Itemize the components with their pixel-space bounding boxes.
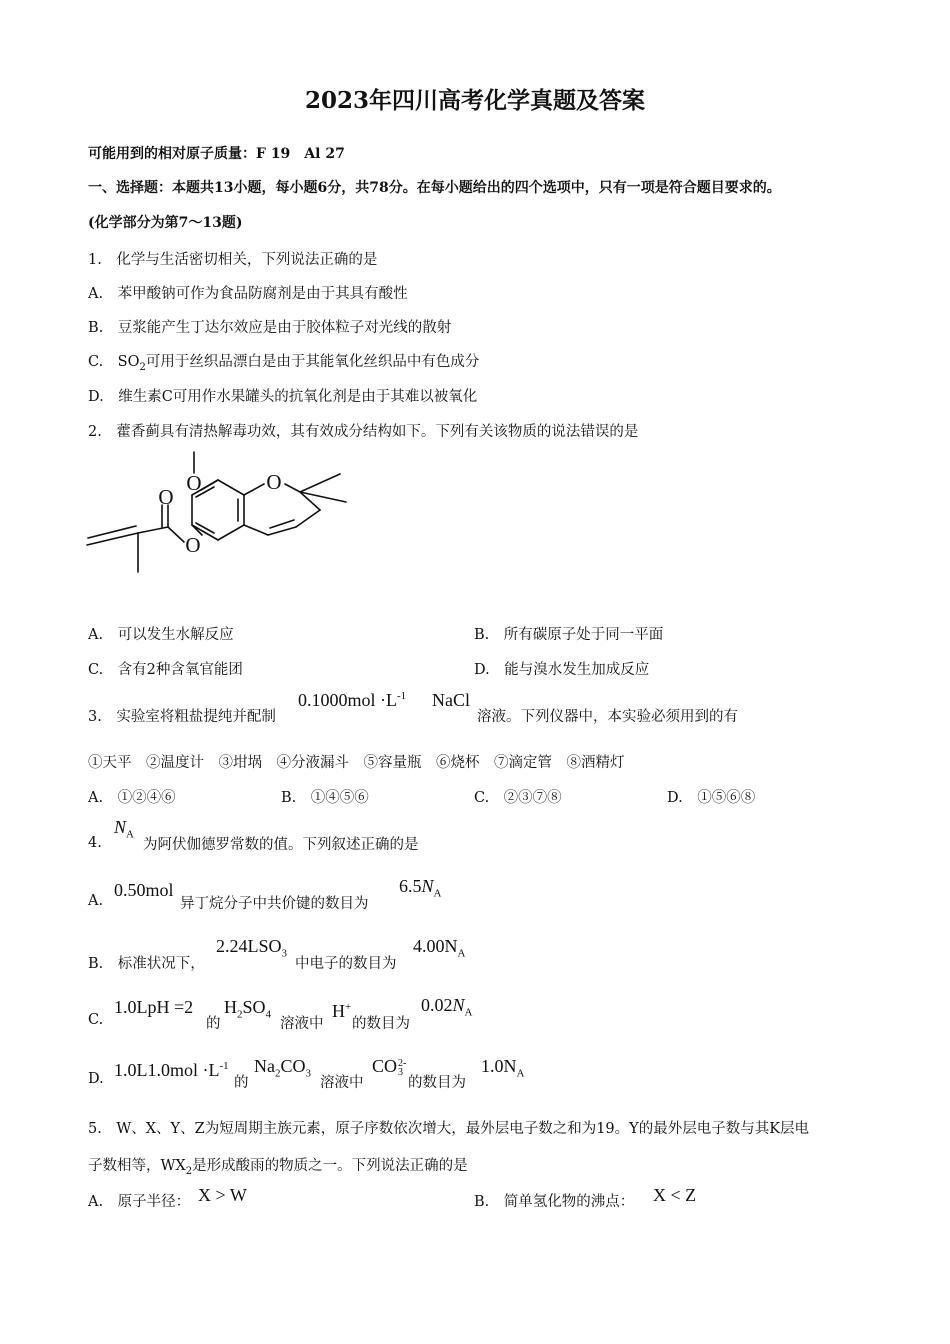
- q3-stem-pre: 3. 实验室将粗盐提纯并配制: [88, 709, 276, 725]
- atom-o-methoxy: O: [186, 471, 202, 495]
- q3-option-c: C. ②③⑦⑧: [474, 790, 562, 806]
- q4-d-volume: $1.0L1.0mol \cdot L^{-1}$: [114, 1060, 229, 1080]
- q3-instruments: ①天平 ②温度计 ③坩埚 ④分液漏斗 ⑤容量瓶 ⑥烧杯 ⑦滴定管 ⑧酒精灯: [88, 755, 625, 771]
- q3-option-b: B. ①④⑤⑥: [281, 790, 369, 806]
- atom-o-ring: O: [266, 470, 282, 494]
- q1-option-b: B. 豆浆能产生丁达尔效应是由于胶体粒子对光线的散射: [88, 320, 452, 336]
- page-title: 2023年四川高考化学真题及答案: [304, 87, 645, 114]
- q4-b-formula: $2.24LSO_3$: [216, 936, 288, 960]
- q4-option-a-label: A.: [88, 893, 104, 909]
- q3-concentration: $0.1000mol \cdot L^{-1}$: [298, 690, 407, 710]
- q3-salt: NaCl: [432, 690, 470, 710]
- section-header: 一、选择题：本题共13小题，每小题6分，共78分。在每小题给出的四个选项中，只有一项是符合题目要求的。: [88, 180, 781, 196]
- q4-c-ph: 1.0LpH =2: [114, 997, 194, 1017]
- atom-o-ester: O: [185, 533, 201, 557]
- q4-c-ion: H+: [332, 1001, 352, 1021]
- q2-option-d: D. 能与溴水发生加成反应: [474, 662, 650, 678]
- q4-c-text-2: 溶液中: [280, 1016, 324, 1032]
- q2-option-c: C. 含有2种含氧官能团: [88, 662, 243, 678]
- q4-c-acid: $H_2SO_4$: [224, 997, 272, 1021]
- q5-option-a-formula: X > W: [198, 1185, 247, 1205]
- q4-number: 4.: [88, 835, 102, 851]
- atom-o-carbonyl: O: [158, 485, 174, 509]
- q5-option-a-label: A. 原子半径：: [88, 1194, 191, 1210]
- q3-option-a: A. ①②④⑥: [88, 790, 176, 806]
- q4-d-value: $1.0N_A$: [481, 1056, 525, 1080]
- q4-a-value: $6.5N_A$: [399, 876, 442, 900]
- q4-d-ion: CO 2- 3: [372, 1056, 407, 1078]
- q1-option-c: C. $SO_2$可用于丝织品漂白是由于其能氧化丝织品中有色成分: [88, 354, 480, 373]
- q4-a-amount: 0.50mol: [114, 880, 174, 900]
- q1-stem: 1. 化学与生活密切相关，下列说法正确的是: [88, 252, 378, 268]
- q2-stem: 2. 藿香蓟具有清热解毒功效，其有效成分结构如下。下列有关该物质的说法错误的是: [88, 424, 639, 440]
- q1-option-d: D. 维生素C可用作水果罐头的抗氧化剂是由于其难以被氧化: [88, 389, 478, 405]
- q4-option-b-label: B. 标准状况下，: [88, 956, 205, 972]
- q4-b-value: $4.00N_A$: [413, 936, 466, 960]
- atomic-mass-note: 可能用到的相对原子质量：F 19 Al 27: [88, 146, 345, 162]
- q4-d-text-2: 溶液中: [320, 1075, 364, 1091]
- q4-c-text-3: 的数目为: [352, 1016, 410, 1032]
- q3-option-d: D. ①⑤⑥⑧: [667, 790, 756, 806]
- q1-option-a: A. 苯甲酸钠可作为食品防腐剂是由于其具有酸性: [88, 286, 408, 302]
- q5-line-2: 子数相等，$WX_2$是形成酸雨的物质之一。下列说法正确的是: [88, 1158, 468, 1177]
- q4-stem: 为阿伏伽德罗常数的值。下列叙述正确的是: [143, 837, 419, 853]
- q4-d-text-3: 的数目为: [408, 1075, 466, 1091]
- q5-option-b-formula: X < Z: [653, 1185, 697, 1205]
- q4-d-text-1: 的: [234, 1075, 249, 1091]
- q5-option-b-label: B. 简单氢化物的沸点：: [474, 1194, 635, 1210]
- structure-diagram: [80, 445, 370, 585]
- q4-option-d-label: D.: [88, 1071, 104, 1087]
- q4-option-c-label: C.: [88, 1012, 104, 1028]
- q4-na-symbol: $N_A$: [114, 817, 134, 841]
- q2-option-b: B. 所有碳原子处于同一平面: [474, 627, 664, 643]
- section-sub: (化学部分为第7～13题): [88, 215, 243, 231]
- q4-c-value: $0.02N_A$: [421, 995, 473, 1019]
- q4-c-text-1: 的: [206, 1016, 221, 1032]
- q2-option-a: A. 可以发生水解反应: [88, 627, 234, 643]
- q3-stem-post: 溶液。下列仪器中，本实验必须用到的有: [477, 709, 738, 725]
- q4-a-text: 异丁烷分子中共价键的数目为: [180, 896, 369, 912]
- q4-b-text: 中电子的数目为: [295, 956, 397, 972]
- q4-d-salt: $Na_2CO_3$: [254, 1056, 312, 1080]
- q5-line-1: 5. W、X、Y、Z为短周期主族元素，原子序数依次增大，最外层电子数之和为19。Y的最外层电子数与其K层电: [88, 1121, 810, 1137]
